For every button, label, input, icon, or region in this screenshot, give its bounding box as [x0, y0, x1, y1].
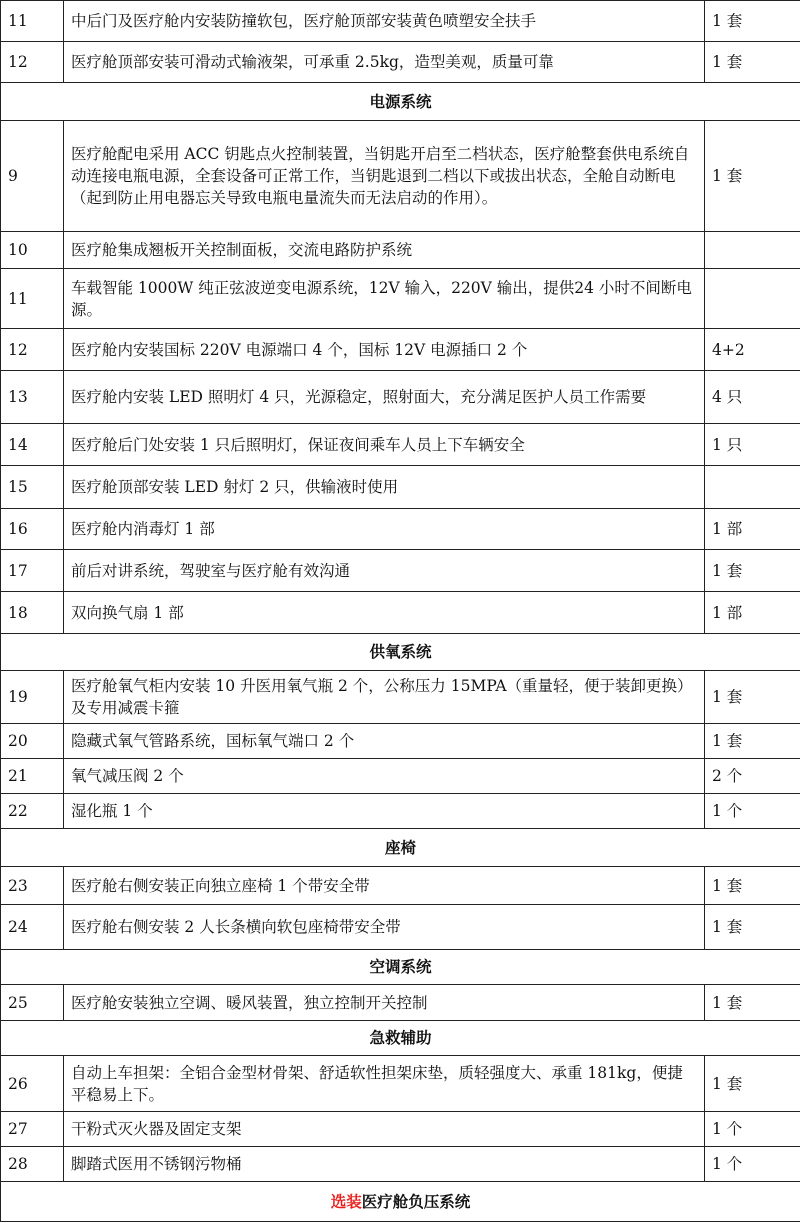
description-cell: 车载智能 1000W 纯正弦波逆变电源系统，12V 输入，220V 输出，提供24 小时不间断电源。 [64, 269, 705, 329]
section-header-row [1, 950, 800, 985]
table-row [1, 42, 800, 83]
quantity-cell: 1 套 [705, 42, 800, 83]
section-header-row [1, 634, 800, 671]
table-row [1, 329, 800, 371]
quantity-cell: 1 套 [705, 867, 800, 905]
quantity-cell [705, 466, 800, 509]
description-cell: 医疗舱右侧安装正向独立座椅 1 个带安全带 [64, 867, 705, 905]
section-title [1, 1182, 800, 1222]
optional-highlight-label: 选装 [330, 1192, 362, 1211]
section-header-row [1, 1182, 800, 1222]
description-cell: 隐藏式氧气管路系统，国标氧气端口 2 个 [64, 724, 705, 759]
table-row [1, 371, 800, 424]
section-title [1, 1021, 800, 1056]
quantity-cell: 1 个 [705, 1112, 800, 1147]
description-cell: 湿化瓶 1 个 [64, 794, 705, 829]
description-cell: 医疗舱顶部安装 LED 射灯 2 只，供输液时使用 [64, 466, 705, 509]
quantity-cell: 1 套 [705, 1056, 800, 1112]
table-row [1, 121, 800, 232]
description-cell: 前后对讲系统，驾驶室与医疗舱有效沟通 [64, 550, 705, 592]
row-number-cell: 20 [1, 724, 64, 759]
table-row [1, 1, 800, 42]
table-row [1, 905, 800, 950]
quantity-cell: 1 部 [705, 509, 800, 550]
table-row [1, 269, 800, 329]
table-row [1, 724, 800, 759]
row-number-cell: 9 [1, 121, 64, 232]
description-cell: 医疗舱内安装 LED 照明灯 4 只，光源稳定，照射面大，充分满足医护人员工作需要 [64, 371, 705, 424]
quantity-cell: 1 个 [705, 794, 800, 829]
description-cell: 医疗舱顶部安装可滑动式输液架，可承重 2.5kg，造型美观，质量可靠 [64, 42, 705, 83]
quantity-cell: 4+2 [705, 329, 800, 371]
quantity-cell: 1 套 [705, 550, 800, 592]
table-row [1, 550, 800, 592]
section-title-text: 空调系统 [369, 958, 432, 976]
section-title [1, 83, 800, 121]
description-cell: 自动上车担架：全铝合金型材骨架、舒适软性担架床垫，质轻强度大、承重 181kg，便捷平稳易上下。 [64, 1056, 705, 1112]
quantity-cell: 1 套 [705, 121, 800, 232]
table-row [1, 1147, 800, 1182]
section-title-text: 电源系统 [369, 92, 432, 111]
table-row [1, 794, 800, 829]
row-number-cell: 15 [1, 466, 64, 509]
row-number-cell: 28 [1, 1147, 64, 1182]
quantity-cell: 1 个 [705, 1147, 800, 1182]
section-title [1, 634, 800, 671]
quantity-cell: 2 个 [705, 759, 800, 794]
table-row [1, 592, 800, 634]
description-cell: 氧气减压阀 2 个 [64, 759, 705, 794]
description-cell: 医疗舱内消毒灯 1 部 [64, 509, 705, 550]
spec-table-body [1, 1, 800, 1222]
row-number-cell: 11 [1, 1, 64, 42]
row-number-cell: 17 [1, 550, 64, 592]
row-number-cell: 10 [1, 232, 64, 269]
description-cell: 医疗舱后门处安装 1 只后照明灯，保证夜间乘车人员上下车辆安全 [64, 424, 705, 466]
quantity-cell: 1 套 [705, 985, 800, 1021]
quantity-cell [705, 269, 800, 329]
description-cell: 医疗舱氧气柜内安装 10 升医用氧气瓶 2 个，公称压力 15MPA（重量轻，便于装卸更换）及专用减震卡箍 [64, 671, 705, 724]
quantity-cell: 1 套 [705, 724, 800, 759]
section-title [1, 950, 800, 985]
table-row [1, 424, 800, 466]
table-row [1, 1056, 800, 1112]
section-title-text: 供氧系统 [369, 643, 432, 661]
description-cell: 双向换气扇 1 部 [64, 592, 705, 634]
row-number-cell: 25 [1, 985, 64, 1021]
description-cell: 医疗舱配电采用 ACC 钥匙点火控制装置，当钥匙开启至二档状态，医疗舱整套供电系统自动连接电瓶电源，全套设备可正常工作，当钥匙退到二档以下或拔出状态，全舱自动断电（起到防止用电器忘关导致电瓶电量流失而无法启动的作用）。 [64, 121, 705, 232]
quantity-cell: 4 只 [705, 371, 800, 424]
description-cell: 医疗舱右侧安装 2 人长条横向软包座椅带安全带 [64, 905, 705, 950]
description-cell: 医疗舱安装独立空调、暖风装置，独立控制开关控制 [64, 985, 705, 1021]
section-title [1, 829, 800, 867]
table-row [1, 759, 800, 794]
description-cell: 医疗舱内安装国标 220V 电源端口 4 个，国标 12V 电源插口 2 个 [64, 329, 705, 371]
quantity-cell: 1 套 [705, 671, 800, 724]
quantity-cell: 1 部 [705, 592, 800, 634]
table-row [1, 867, 800, 905]
description-cell: 中后门及医疗舱内安装防撞软包，医疗舱顶部安装黄色喷塑安全扶手 [64, 1, 705, 42]
section-title-text: 急救辅助 [369, 1029, 432, 1047]
row-number-cell: 22 [1, 794, 64, 829]
section-title-text: 座椅 [384, 838, 416, 857]
row-number-cell: 19 [1, 671, 64, 724]
row-number-cell: 26 [1, 1056, 64, 1112]
row-number-cell: 14 [1, 424, 64, 466]
table-row [1, 671, 800, 724]
quantity-cell: 1 只 [705, 424, 800, 466]
row-number-cell: 27 [1, 1112, 64, 1147]
row-number-cell: 12 [1, 329, 64, 371]
table-row [1, 1112, 800, 1147]
table-row [1, 509, 800, 550]
description-cell: 干粉式灭火器及固定支架 [64, 1112, 705, 1147]
quantity-cell: 1 套 [705, 1, 800, 42]
table-row [1, 232, 800, 269]
table-row [1, 985, 800, 1021]
quantity-cell [705, 232, 800, 269]
row-number-cell: 12 [1, 42, 64, 83]
description-cell: 脚踏式医用不锈钢污物桶 [64, 1147, 705, 1182]
table-row [1, 466, 800, 509]
section-title-text: 医疗舱负压系统 [361, 1192, 471, 1211]
row-number-cell: 11 [1, 269, 64, 329]
description-cell: 医疗舱集成翘板开关控制面板，交流电路防护系统 [64, 232, 705, 269]
row-number-cell: 18 [1, 592, 64, 634]
quantity-cell: 1 套 [705, 905, 800, 950]
row-number-cell: 16 [1, 509, 64, 550]
row-number-cell: 24 [1, 905, 64, 950]
section-header-row [1, 83, 800, 121]
section-header-row [1, 1021, 800, 1056]
row-number-cell: 23 [1, 867, 64, 905]
row-number-cell: 21 [1, 759, 64, 794]
section-header-row [1, 829, 800, 867]
row-number-cell: 13 [1, 371, 64, 424]
